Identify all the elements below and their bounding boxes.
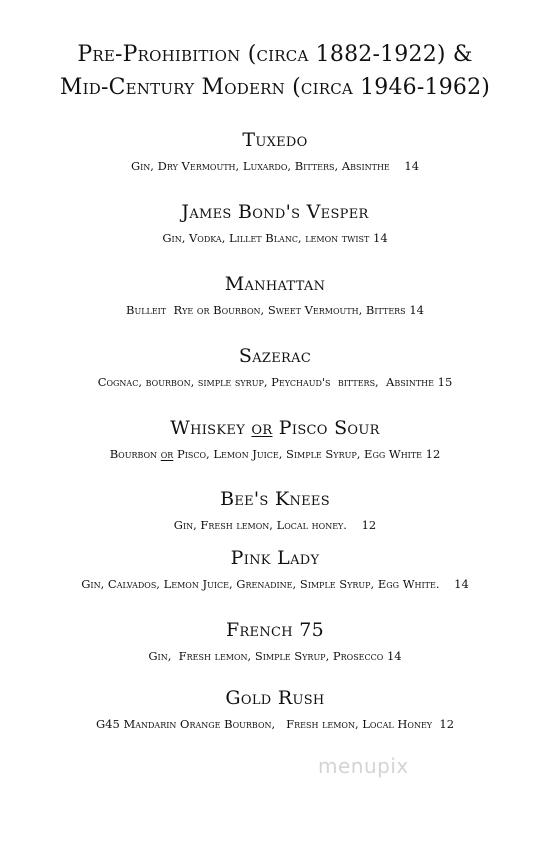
item-name: French 75	[225, 619, 325, 641]
menu-item-vesper	[0, 200, 550, 246]
item-name	[0, 416, 550, 440]
menu-item-sazerac	[0, 344, 550, 390]
watermark-logo: menupix	[318, 754, 409, 778]
item-price: 15	[437, 375, 453, 389]
item-price: 12	[425, 447, 441, 461]
item-name-part: Pisco Sour	[272, 417, 380, 439]
item-description	[0, 716, 550, 732]
item-price: 14	[386, 649, 402, 663]
menu-item-bees-knees	[0, 487, 550, 533]
item-ingredients: Pisco, Lemon Juice, Simple Syrup, Egg White	[173, 447, 423, 461]
item-ingredients: Bulleit Rye or Bourbon, Sweet Vermouth, Bitters	[126, 303, 406, 317]
item-ingredients: Gin, Calvados, Lemon Juice, Grenadine, Simple Syrup, Egg White.	[81, 577, 440, 591]
menu-header	[0, 38, 550, 104]
item-description	[0, 517, 550, 533]
item-description	[0, 374, 550, 390]
item-ingredients: Gin, Dry Vermouth, Luxardo, Bitters, Absinthe	[130, 159, 390, 173]
item-ingredients: Gin, Fresh lemon, Local honey.	[173, 518, 347, 532]
item-price: 14	[454, 577, 469, 591]
item-name: Manhattan	[224, 273, 326, 295]
item-description	[0, 576, 550, 592]
item-name-part: Whiskey	[170, 417, 252, 439]
item-name: Tuxedo	[242, 129, 308, 151]
item-ingredients: Gin, Fresh lemon, Simple Syrup, Prosecco	[148, 649, 384, 663]
menu-item-manhattan	[0, 272, 550, 318]
menu-item-french-75	[0, 618, 550, 664]
item-price: 14	[409, 303, 424, 317]
item-name-connector: or	[251, 417, 273, 439]
item-description	[0, 446, 550, 462]
item-desc-connector: or	[160, 447, 174, 461]
header-line-2: Mid-Century Modern (circa 1946-1962)	[59, 75, 491, 100]
item-price: 14	[373, 231, 388, 245]
item-ingredients: Cognac, bourbon, simple syrup, Peychaud's bitters, Absinthe	[97, 375, 434, 389]
item-name: Sazerac	[238, 345, 312, 367]
item-name: Pink Lady	[230, 547, 320, 569]
menu-item-pink-lady	[0, 546, 550, 592]
item-name: James Bond's Vesper	[181, 201, 369, 223]
item-price: 14	[404, 159, 420, 173]
item-ingredients: Bourbon	[109, 447, 161, 461]
item-name: Bee's Knees	[220, 488, 330, 510]
item-ingredients: G45 Mandarin Orange Bourbon, Fresh lemon, Local Honey	[95, 717, 433, 731]
menu-item-gold-rush	[0, 686, 550, 732]
menu-item-whiskey-pisco-sour	[0, 416, 550, 462]
item-description	[0, 230, 550, 246]
header-line-1: Pre-Prohibition (circa 1882-1922) &	[77, 42, 473, 67]
item-name: Gold Rush	[225, 687, 325, 709]
item-description	[0, 648, 550, 664]
item-description	[0, 158, 550, 174]
item-price: 12	[361, 518, 377, 532]
item-description	[0, 302, 550, 318]
item-price: 12	[439, 717, 455, 731]
item-ingredients: Gin, Vodka, Lillet Blanc, lemon twist	[162, 231, 370, 245]
menu-item-tuxedo	[0, 128, 550, 174]
